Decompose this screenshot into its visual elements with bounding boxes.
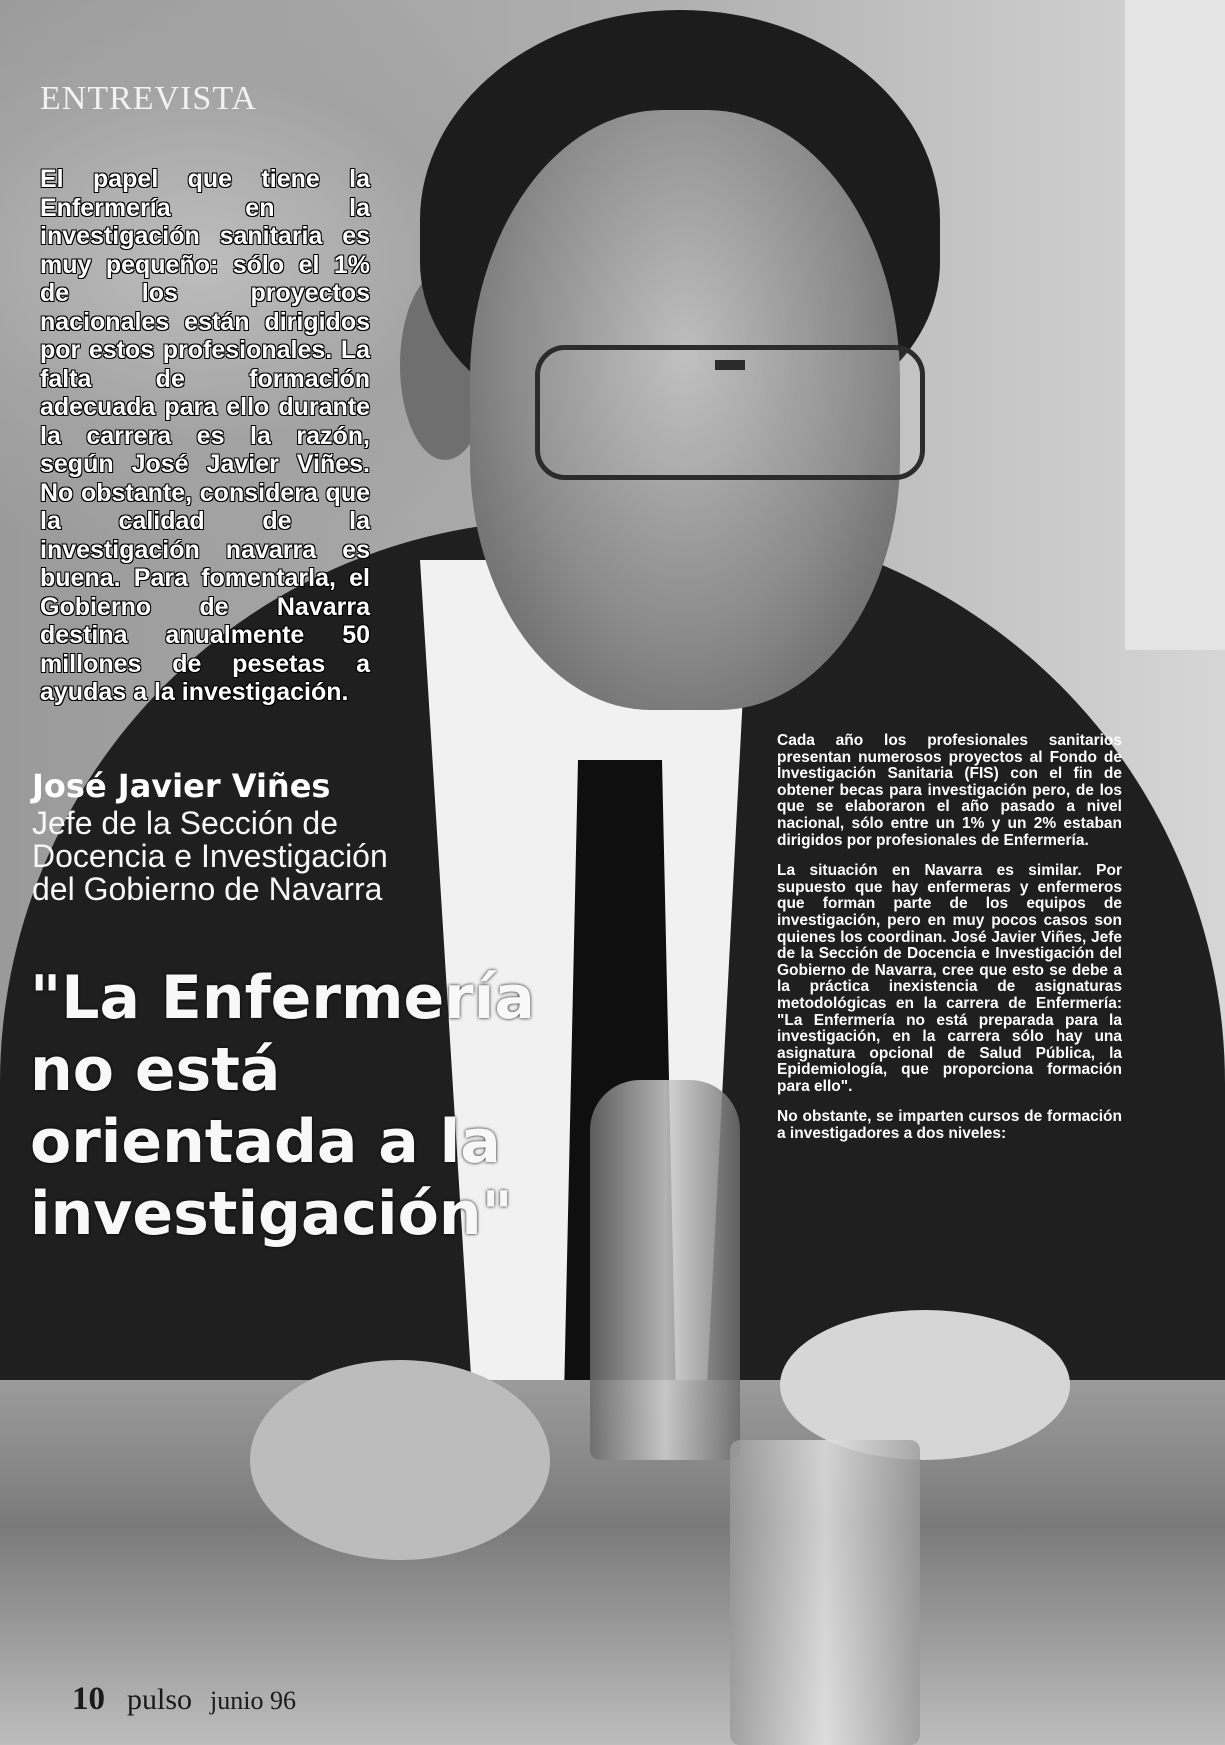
photo-right-hand (780, 1310, 1070, 1460)
photo-background-wall (1125, 0, 1225, 650)
photo-glasses-bridge (715, 360, 745, 370)
body-paragraph-1: Cada año los profesionales sanitarios presentan numerosos proyectos al Fondo de Investigación Sanitaria (FIS) con el fin de obtener becas para investigación pero, de los que se elaboraron el año pasado a nivel nacional, sólo entre un 1% y un 2% estaban dirigidos por profesionales de Enfermería. (777, 732, 1122, 849)
page-number: 10 (72, 1681, 105, 1717)
photo-left-hand (250, 1360, 550, 1560)
issue-date: junio 96 (210, 1686, 296, 1715)
photo-bottle (590, 1080, 740, 1460)
headline: "La Enfermería no está orientada a la investigación" (30, 963, 535, 1249)
body-paragraph-3: No obstante, se imparten cursos de formación a investigadores a dos niveles: (777, 1108, 1122, 1143)
lead-paragraph: El papel que tiene la Enfermería en la investigación sanitaria es muy pequeño: sólo el 1% de los proyectos nacionales están dirigidos por estos profesionales. La falta de formación adecuada para ello durante la carrera es la razón, según José Javier Viñes. No obstante, considera que la calidad de la investigación navarra es buena. Para fomentarla, el Gobierno de Navarra destina anualmente 50 millones de pesetas a ayudas a la investigación. (40, 165, 370, 706)
magazine-name: pulso (127, 1683, 193, 1716)
page-footer (72, 1681, 296, 1718)
interviewee-role: Jefe de la Sección de Docencia e Investigación del Gobierno de Navarra (32, 805, 388, 907)
section-label: ENTREVISTA (40, 80, 257, 117)
body-paragraph-2: La situación en Navarra es similar. Por supuesto que hay enfermeras y enfermeros que forman parte de los equipos de investigación, pero en muy pocos casos son quienes los coordinan. José Javier Viñes, Jefe de la Sección de Docencia e Investigación del Gobierno de Navarra, cree que esto se debe a la práctica inexistencia de asignaturas metodológicas en la carrera de Enfermería: "La Enfermería no está preparada para la investigación, en la carrera sólo hay una asignatura opcional de Salud Pública, la Epidemiología, que proporciona formación para ello". (777, 862, 1122, 1095)
interviewee-name: José Javier Viñes (32, 767, 331, 805)
article-body (777, 733, 1122, 1157)
photo-glass (730, 1440, 920, 1745)
